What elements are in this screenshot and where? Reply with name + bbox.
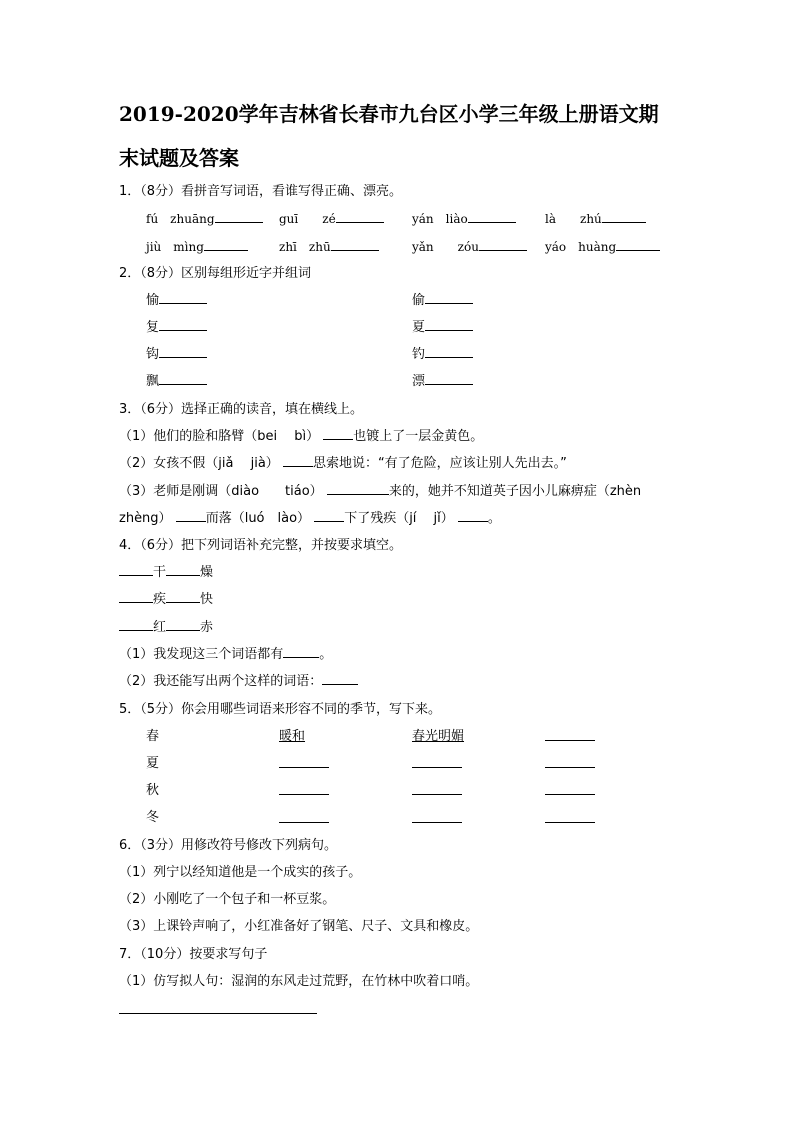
q2-left-1: 愉	[146, 289, 207, 308]
q5-blank	[545, 794, 595, 795]
q5-blank	[279, 767, 329, 768]
q4-word-1: 干 燥	[119, 561, 213, 580]
q1-pinyin-3: yán liào	[412, 210, 516, 227]
q2-right-3: 钓	[412, 343, 473, 362]
q5-blank	[545, 822, 595, 823]
q5-heading: 5．（5分）你会用哪些词语来形容不同的季节，写下来。	[119, 702, 442, 717]
q1-pinyin-6: zhī zhū	[279, 238, 379, 255]
q5-blank	[279, 794, 329, 795]
document-title-line1: 2019-2020学年吉林省长春市九台区小学三年级上册语文期	[119, 102, 659, 126]
q7-item-1: （1）仿写拟人句：湿润的东风走过荒野，在竹林中吹着口哨。	[119, 974, 479, 989]
q4-word-2: 疾 快	[119, 588, 213, 607]
q5-blank	[545, 767, 595, 768]
q2-right-1: 偷	[412, 289, 473, 308]
q4-part-1: （1）我发现这三个词语都有 。	[119, 647, 333, 662]
q3-item-3-cont: zhèng） 而落（luó lào） 下了残疾（jí jǐ） 。	[119, 511, 501, 526]
q1-pinyin-4: là zhú	[545, 210, 646, 227]
q1-pinyin-1: fú zhuāng	[146, 210, 263, 227]
q6-heading: 6．（3分）用修改符号修改下列病句。	[119, 838, 338, 853]
q6-item-2: （2）小刚吃了一个包子和一杯豆浆。	[119, 892, 336, 907]
q6-item-3: （3）上课铃声响了，小红准备好了钢笔、尺子、文具和橡皮。	[119, 919, 479, 934]
q7-heading: 7．（10分）按要求写句子	[119, 947, 268, 962]
q3-item-3: （3）老师是刚调（diào tiáo） 来的，她并不知道英子因小儿麻痹症（zhèn	[119, 484, 642, 499]
q1-heading: 1．（8分）看拼音写词语，看谁写得正确、漂亮。	[119, 184, 403, 199]
q2-heading: 2．（8分）区别每组形近字并组词	[119, 266, 312, 281]
q2-right-4: 漂	[412, 370, 473, 389]
q5-example-1: 暖和	[279, 729, 306, 744]
q2-right-2: 夏	[412, 316, 473, 335]
q5-blank	[279, 822, 329, 823]
q1-pinyin-5: jiù mìng	[146, 238, 248, 255]
q6-item-1: （1）列宁以经知道他是一个成实的孩子。	[119, 865, 362, 880]
q2-left-3: 钩	[146, 343, 207, 362]
q2-left-4: 飘	[146, 370, 207, 389]
q5-season-spring: 春	[146, 729, 160, 744]
q5-blank	[412, 794, 462, 795]
q1-pinyin-7: yǎn zóu	[412, 238, 527, 255]
q2-left-2: 复	[146, 316, 207, 335]
q5-blank	[545, 740, 595, 741]
q1-pinyin-8: yáo huàng	[545, 238, 660, 255]
q5-season-autumn: 秋	[146, 783, 160, 798]
q4-part-2: （2）我还能写出两个这样的词语：	[119, 670, 358, 689]
document-title-line2: 末试题及答案	[119, 146, 239, 170]
q5-blank	[412, 767, 462, 768]
q4-word-3: 红 赤	[119, 616, 213, 635]
q5-season-winter: 冬	[146, 810, 160, 825]
q4-heading: 4．（6分）把下列词语补充完整，并按要求填空。	[119, 538, 403, 553]
q5-season-summer: 夏	[146, 756, 160, 771]
q1-pinyin-2: guī zé	[279, 210, 384, 227]
q3-item-1: （1）他们的脸和胳臂（bei bì） 也镀上了一层金黄色。	[119, 429, 484, 444]
q3-item-2: （2）女孩不假（jiǎ jià） 思索地说：“有了危险，应该让别人先出去。”	[119, 456, 567, 471]
q3-heading: 3．（6分）选择正确的读音，填在横线上。	[119, 402, 364, 417]
q5-example-2: 春光明媚	[412, 729, 465, 744]
q7-answer-line	[119, 1013, 317, 1014]
q5-blank	[412, 822, 462, 823]
